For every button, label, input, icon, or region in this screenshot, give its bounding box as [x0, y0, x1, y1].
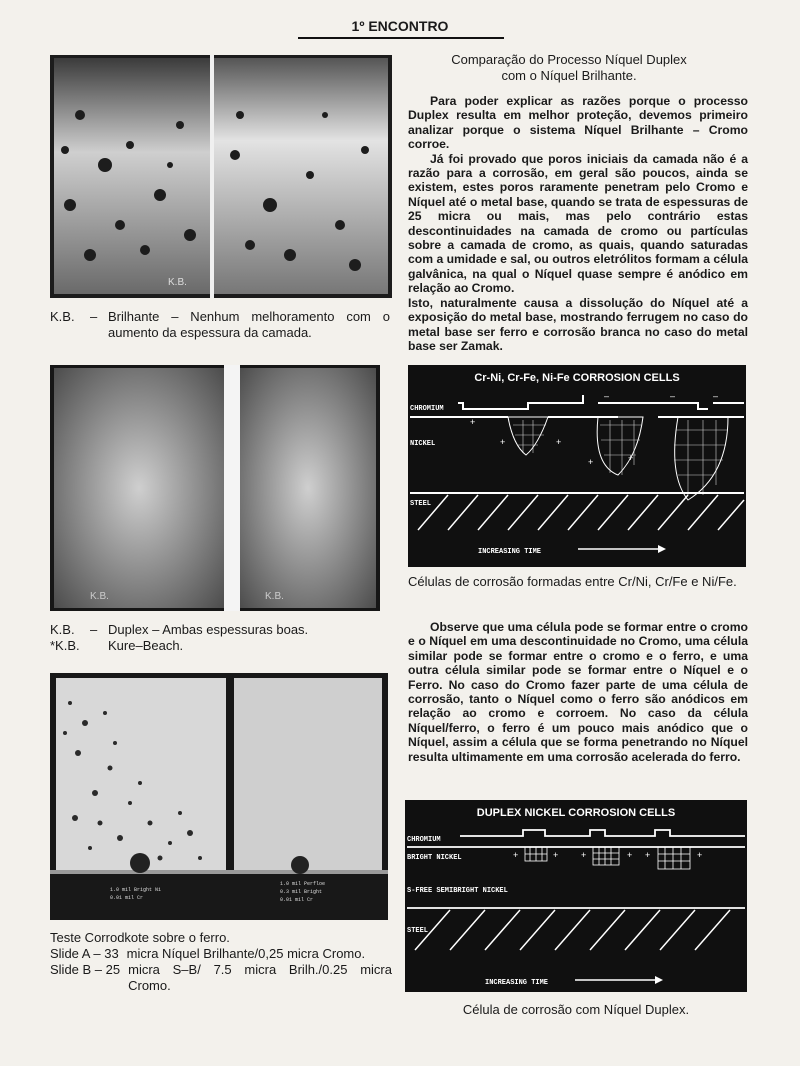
svg-text:+: +	[697, 850, 703, 860]
svg-text:+: +	[627, 850, 633, 860]
slide-a-label-1: 1.0 mil Bright Ni	[110, 887, 162, 893]
diagram-duplex-cells	[405, 800, 747, 992]
label-chromium: CHROMIUM	[410, 405, 444, 413]
photo2-mark-a: K.B.	[90, 591, 109, 602]
paragraph-4: Observe que uma célula pode se formar entre o cromo e o Níquel em uma descontinuidade no Cromo, uma célula similar pode se formar entre o cromo e o ferro, e uma outra célula similar pode se formar entre o Níquel e o Ferro. No caso do Cromo fazer parte de uma célula de corrosão, tanto o Níquel como o ferro são anódicos em relação ao cromo e corroem. No caso da célula Níquel/ferro, o ferro é um pouco mais anódico que o Níquel, assim a célula que se forma penetrando no Níquel resulta ultimamente em uma corrosão acelerada do ferro.	[408, 620, 748, 764]
slide-b-label: Slide B – 25	[50, 962, 121, 977]
label-time: INCREASING TIME	[478, 548, 542, 556]
svg-text:+: +	[628, 453, 634, 463]
svg-text:+: +	[645, 850, 651, 860]
photo1-caption: K.B. – Brilhante – Nenhum melhoramento com o aumento da espessura da camada.	[50, 309, 390, 340]
diagram1-title: Cr-Ni, Cr-Fe, Ni-Fe CORROSION CELLS	[474, 372, 680, 384]
label-bright-nickel: BRIGHT NICKEL	[407, 854, 462, 862]
diagram-corrosion-cells	[408, 365, 746, 567]
svg-text:+: +	[470, 417, 476, 427]
section-title: Comparação do Processo Níquel Duplex com o Níquel Brilhante.	[451, 52, 687, 83]
svg-text:–: –	[670, 391, 676, 401]
header-rule	[298, 37, 504, 39]
label-semibright-nickel: S-FREE SEMIBRIGHT NICKEL	[407, 887, 508, 895]
paragraph-2: Já foi provado que poros iniciais da camada não é a razão para a corrosão, em geral são poucos, ainda se existem, estes poros raramente penetram pelo Cromo e Níquel até o metal base, quando se trata de espessuras de 25 micra ou mais, mas pelo contrário estas descontinuidades na camada de cromo ou partículas sobre a camada de cromo, as quais, quando saturadas com a umidade e sal, ou outros eletrólitos formam a célula galvânica, na qual o Níquel quase sempre é anódico em relação ao Cromo.	[408, 151, 748, 296]
paragraph-1: Para poder explicar as razões porque o processo Duplex resulta em melhor proteção, devemos primeiro analizar porque o sistema Níquel Brilhante – Cromo corroe.	[408, 94, 748, 152]
slide-a-label: Slide A – 33	[50, 946, 119, 961]
photo2-mark-b: K.B.	[265, 591, 284, 602]
slide-b-label-2: 0.3 mil Bright	[280, 889, 323, 895]
svg-text:+: +	[556, 437, 562, 447]
slide-a-text: micra Níquel Brilhante/0,25 micra Cromo.	[126, 946, 366, 961]
photo1-mark: K.B.	[168, 277, 187, 288]
label-chromium-2: CHROMIUM	[407, 836, 441, 844]
photo-duplex-nickel	[50, 365, 380, 611]
photo2-caption: K.B. – Duplex – Ambas espessuras boas. *K.B. Kure–Beach.	[50, 622, 309, 653]
photo2-caption-text: Duplex – Ambas espessuras boas.	[108, 622, 309, 637]
paragraph-3: Isto, naturalmente causa a dissolução do Níquel até a exposição do metal base, mostrando ferrugem no caso do metal base ser ferro e corrosão branca no caso do metal base ser Zamak.	[408, 295, 748, 353]
svg-text:+: +	[588, 457, 594, 467]
diagram2-title: DUPLEX NICKEL CORROSION CELLS	[476, 807, 676, 819]
photo2-caption-label: K.B.	[50, 622, 75, 637]
diagram2-caption: Célula de corrosão com Níquel Duplex.	[462, 1002, 690, 1017]
label-nickel: NICKEL	[410, 440, 436, 448]
svg-text:–: –	[604, 391, 610, 401]
svg-text:–: –	[713, 391, 719, 401]
svg-text:+: +	[513, 850, 519, 860]
photo1-caption-label: K.B.	[50, 309, 75, 324]
slide-b-label-1: 1.0 mil Perfloe	[280, 881, 326, 887]
slide-a-label-2: 0.01 mil Cr	[110, 895, 144, 901]
photo-bright-nickel	[50, 55, 392, 298]
diagram1-caption: Células de corrosão formadas entre Cr/Ni, Cr/Fe e Ni/Fe.	[408, 574, 737, 589]
photo3-caption	[50, 930, 392, 994]
svg-text:+: +	[581, 850, 587, 860]
label-time-2: INCREASING TIME	[485, 979, 549, 987]
label-steel: STEEL	[410, 500, 432, 508]
photo-corrodkote-test	[50, 673, 388, 920]
photo1-caption-text: Brilhante – Nenhum melhoramento com o aumento da espessura da camada.	[108, 309, 390, 340]
label-steel-2: STEEL	[407, 927, 429, 935]
photo3-caption-title: Teste Corrodkote sobre o ferro.	[50, 930, 230, 945]
page-header: 1º ENCONTRO	[351, 18, 449, 34]
observation-text	[408, 620, 748, 764]
photo2-note-label: *K.B.	[50, 638, 80, 653]
slide-b-label-3: 0.01 mil Cr	[280, 897, 314, 903]
photo2-note-text: Kure–Beach.	[108, 638, 184, 653]
svg-text:+: +	[500, 437, 506, 447]
svg-text:+: +	[553, 850, 559, 860]
slide-b-text: micra S–B/ 7.5 micra Brilh./0.25 micra Cromo.	[128, 962, 392, 993]
intro-text	[408, 94, 748, 353]
